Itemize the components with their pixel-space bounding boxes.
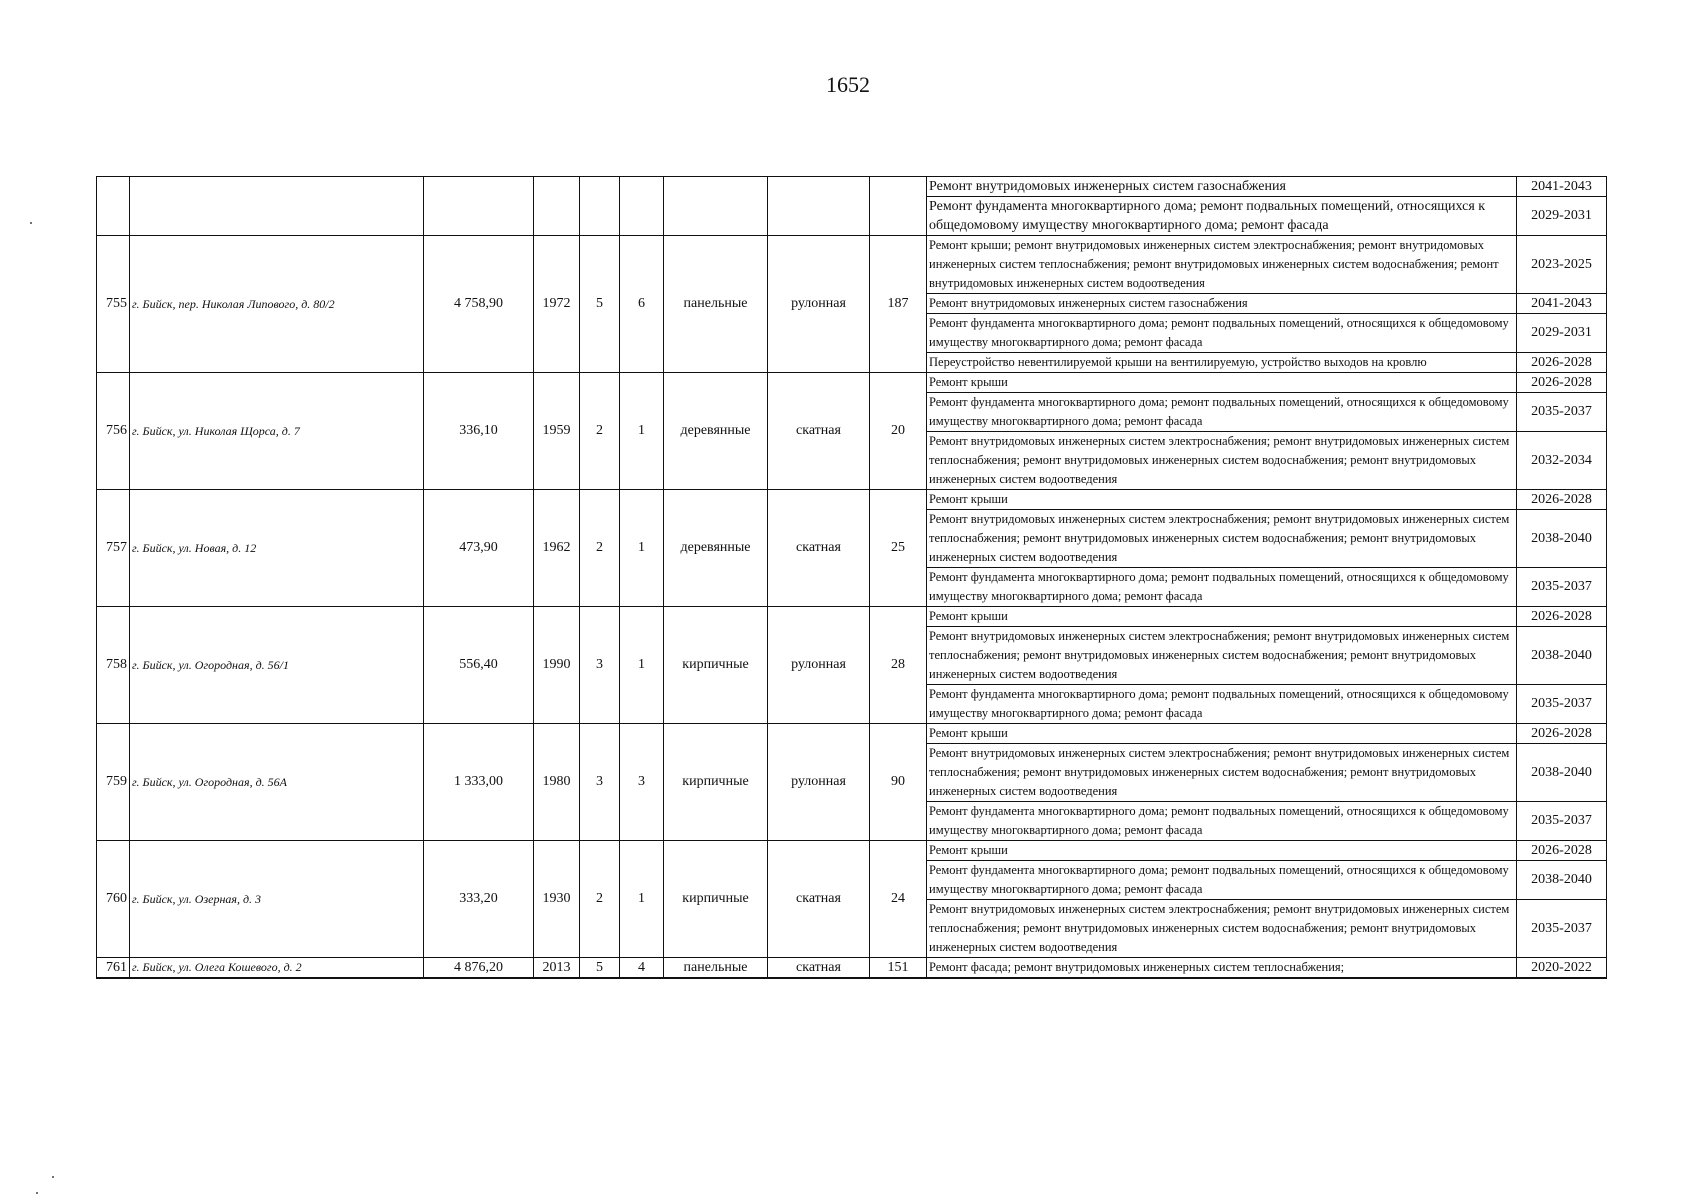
- build-year: 1972: [534, 236, 580, 373]
- house-area: 336,10: [424, 373, 534, 490]
- build-year: 1990: [534, 607, 580, 724]
- work-description: Ремонт внутридомовых инженерных систем электроснабжения; ремонт внутридомовых инженерных систем теплоснабжения; ремонт внутридомовых инженерных систем водоснабжения; ремонт внутридомовых инженерных систем водоотведения: [927, 510, 1517, 568]
- work-description: Ремонт крыши: [927, 841, 1517, 861]
- entrances-count: 4: [620, 958, 664, 979]
- build-year: 1980: [534, 724, 580, 841]
- table-row: [97, 490, 1607, 510]
- row-number: 755: [97, 236, 130, 373]
- row-number: 761: [97, 958, 130, 979]
- floors-count: 3: [580, 607, 620, 724]
- empty-cell: [620, 177, 664, 236]
- build-year: 1962: [534, 490, 580, 607]
- work-period: 2038-2040: [1517, 510, 1607, 568]
- floors-count: 2: [580, 373, 620, 490]
- entrances-count: 1: [620, 373, 664, 490]
- work-period: 2038-2040: [1517, 744, 1607, 802]
- wall-material: кирпичные: [664, 607, 768, 724]
- work-description: Ремонт фундамента многоквартирного дома; ремонт подвальных помещений, относящихся к общедомовому имуществу многоквартирного дома; ремонт фасада: [927, 685, 1517, 724]
- work-description: Ремонт крыши; ремонт внутридомовых инженерных систем электроснабжения; ремонт внутридомовых инженерных систем теплоснабжения; ремонт внутридомовых инженерных систем водоснабжения; ремонт внутридомовых инженерных систем водоотведения: [927, 236, 1517, 294]
- work-description: Переустройство невентилируемой крыши на вентилируемую, устройство выходов на кровлю: [927, 353, 1517, 373]
- registry-body: [97, 177, 1607, 979]
- work-description: Ремонт фундамента многоквартирного дома; ремонт подвальных помещений, относящихся к общедомовому имуществу многоквартирного дома; ремонт фасада: [927, 861, 1517, 900]
- row-number: 757: [97, 490, 130, 607]
- work-period: 2041-2043: [1517, 294, 1607, 314]
- entrances-count: 1: [620, 607, 664, 724]
- scan-speck: [30, 222, 32, 224]
- floors-count: 2: [580, 490, 620, 607]
- work-period: 2029-2031: [1517, 314, 1607, 353]
- empty-cell: [870, 177, 927, 236]
- work-description: Ремонт фасада; ремонт внутридомовых инженерных систем теплоснабжения;: [927, 958, 1517, 979]
- floors-count: 2: [580, 841, 620, 958]
- work-period: 2026-2028: [1517, 724, 1607, 744]
- house-address: г. Бийск, ул. Огородная, д. 56/1: [130, 607, 424, 724]
- house-area: 4 758,90: [424, 236, 534, 373]
- work-description: Ремонт внутридомовых инженерных систем газоснабжения: [927, 177, 1517, 197]
- work-period: 2035-2037: [1517, 802, 1607, 841]
- house-area: 556,40: [424, 607, 534, 724]
- roof-type: скатная: [768, 841, 870, 958]
- work-period: 2041-2043: [1517, 177, 1607, 197]
- work-period: 2035-2037: [1517, 393, 1607, 432]
- house-address: г. Бийск, ул. Озерная, д. 3: [130, 841, 424, 958]
- build-year: 2013: [534, 958, 580, 979]
- roof-type: скатная: [768, 958, 870, 979]
- row-number: 756: [97, 373, 130, 490]
- work-description: Ремонт крыши: [927, 724, 1517, 744]
- house-area: 1 333,00: [424, 724, 534, 841]
- empty-cell: [580, 177, 620, 236]
- work-period: 2026-2028: [1517, 373, 1607, 393]
- empty-cell: [768, 177, 870, 236]
- house-address: г. Бийск, ул. Огородная, д. 56А: [130, 724, 424, 841]
- table-row: [97, 724, 1607, 744]
- housing-registry-table: [96, 176, 1607, 979]
- house-area: 4 876,20: [424, 958, 534, 979]
- work-period: 2029-2031: [1517, 197, 1607, 236]
- table-row: [97, 607, 1607, 627]
- wall-material: панельные: [664, 958, 768, 979]
- work-period: 2035-2037: [1517, 568, 1607, 607]
- floors-count: 3: [580, 724, 620, 841]
- house-address: г. Бийск, ул. Николая Щорса, д. 7: [130, 373, 424, 490]
- build-year: 1930: [534, 841, 580, 958]
- work-period: 2023-2025: [1517, 236, 1607, 294]
- roof-type: рулонная: [768, 724, 870, 841]
- wall-material: панельные: [664, 236, 768, 373]
- work-description: Ремонт внутридомовых инженерных систем электроснабжения; ремонт внутридомовых инженерных систем теплоснабжения; ремонт внутридомовых инженерных систем водоснабжения; ремонт внутридомовых инженерных систем водоотведения: [927, 627, 1517, 685]
- table-row: [97, 236, 1607, 294]
- work-period: 2038-2040: [1517, 627, 1607, 685]
- house-area: 333,20: [424, 841, 534, 958]
- residents-count: 28: [870, 607, 927, 724]
- work-period: 2026-2028: [1517, 841, 1607, 861]
- residents-count: 20: [870, 373, 927, 490]
- work-description: Ремонт фундамента многоквартирного дома; ремонт подвальных помещений, относящихся к общедомовому имуществу многоквартирного дома; ремонт фасада: [927, 314, 1517, 353]
- empty-cell: [664, 177, 768, 236]
- work-description: Ремонт крыши: [927, 607, 1517, 627]
- work-description: Ремонт крыши: [927, 490, 1517, 510]
- house-address: г. Бийск, ул. Новая, д. 12: [130, 490, 424, 607]
- work-description: Ремонт внутридомовых инженерных систем электроснабжения; ремонт внутридомовых инженерных систем теплоснабжения; ремонт внутридомовых инженерных систем водоснабжения; ремонт внутридомовых инженерных систем водоотведения: [927, 432, 1517, 490]
- page-number: 1652: [826, 72, 870, 97]
- house-address: г. Бийск, пер. Николая Липового, д. 80/2: [130, 236, 424, 373]
- work-period: 2032-2034: [1517, 432, 1607, 490]
- work-period: 2026-2028: [1517, 353, 1607, 373]
- residents-count: 187: [870, 236, 927, 373]
- work-period: 2020-2022: [1517, 958, 1607, 979]
- house-address: г. Бийск, ул. Олега Кошевого, д. 2: [130, 958, 424, 979]
- table-row: [97, 177, 1607, 197]
- work-description: Ремонт фундамента многоквартирного дома; ремонт подвальных помещений, относящихся к общедомовому имуществу многоквартирного дома; ремонт фасада: [927, 802, 1517, 841]
- empty-cell: [97, 177, 130, 236]
- row-number: 758: [97, 607, 130, 724]
- row-number: 760: [97, 841, 130, 958]
- entrances-count: 3: [620, 724, 664, 841]
- row-number: 759: [97, 724, 130, 841]
- wall-material: деревянные: [664, 373, 768, 490]
- build-year: 1959: [534, 373, 580, 490]
- residents-count: 25: [870, 490, 927, 607]
- residents-count: 151: [870, 958, 927, 979]
- work-period: 2026-2028: [1517, 607, 1607, 627]
- scan-speck: [52, 1176, 54, 1178]
- work-period: 2035-2037: [1517, 685, 1607, 724]
- entrances-count: 6: [620, 236, 664, 373]
- work-period: 2026-2028: [1517, 490, 1607, 510]
- wall-material: кирпичные: [664, 841, 768, 958]
- empty-cell: [534, 177, 580, 236]
- floors-count: 5: [580, 236, 620, 373]
- work-description: Ремонт внутридомовых инженерных систем электроснабжения; ремонт внутридомовых инженерных систем теплоснабжения; ремонт внутридомовых инженерных систем водоснабжения; ремонт внутридомовых инженерных систем водоотведения: [927, 744, 1517, 802]
- work-description: Ремонт крыши: [927, 373, 1517, 393]
- work-description: Ремонт внутридомовых инженерных систем газоснабжения: [927, 294, 1517, 314]
- roof-type: скатная: [768, 490, 870, 607]
- house-area: 473,90: [424, 490, 534, 607]
- residents-count: 90: [870, 724, 927, 841]
- work-period: 2038-2040: [1517, 861, 1607, 900]
- wall-material: деревянные: [664, 490, 768, 607]
- table-row: [97, 373, 1607, 393]
- residents-count: 24: [870, 841, 927, 958]
- work-description: Ремонт фундамента многоквартирного дома; ремонт подвальных помещений, относящихся к общедомовому имуществу многоквартирного дома; ремонт фасада: [927, 568, 1517, 607]
- entrances-count: 1: [620, 841, 664, 958]
- empty-cell: [130, 177, 424, 236]
- entrances-count: 1: [620, 490, 664, 607]
- wall-material: кирпичные: [664, 724, 768, 841]
- floors-count: 5: [580, 958, 620, 979]
- work-description: Ремонт фундамента многоквартирного дома; ремонт подвальных помещений, относящихся к общедомовому имуществу многоквартирного дома; ремонт фасада: [927, 197, 1517, 236]
- empty-cell: [424, 177, 534, 236]
- roof-type: скатная: [768, 373, 870, 490]
- work-description: Ремонт фундамента многоквартирного дома; ремонт подвальных помещений, относящихся к общедомовому имуществу многоквартирного дома; ремонт фасада: [927, 393, 1517, 432]
- work-description: Ремонт внутридомовых инженерных систем электроснабжения; ремонт внутридомовых инженерных систем теплоснабжения; ремонт внутридомовых инженерных систем водоснабжения; ремонт внутридомовых инженерных систем водоотведения: [927, 900, 1517, 958]
- scan-speck: [36, 1192, 38, 1194]
- roof-type: рулонная: [768, 236, 870, 373]
- work-period: 2035-2037: [1517, 900, 1607, 958]
- roof-type: рулонная: [768, 607, 870, 724]
- table-row: [97, 958, 1607, 979]
- table-row: [97, 841, 1607, 861]
